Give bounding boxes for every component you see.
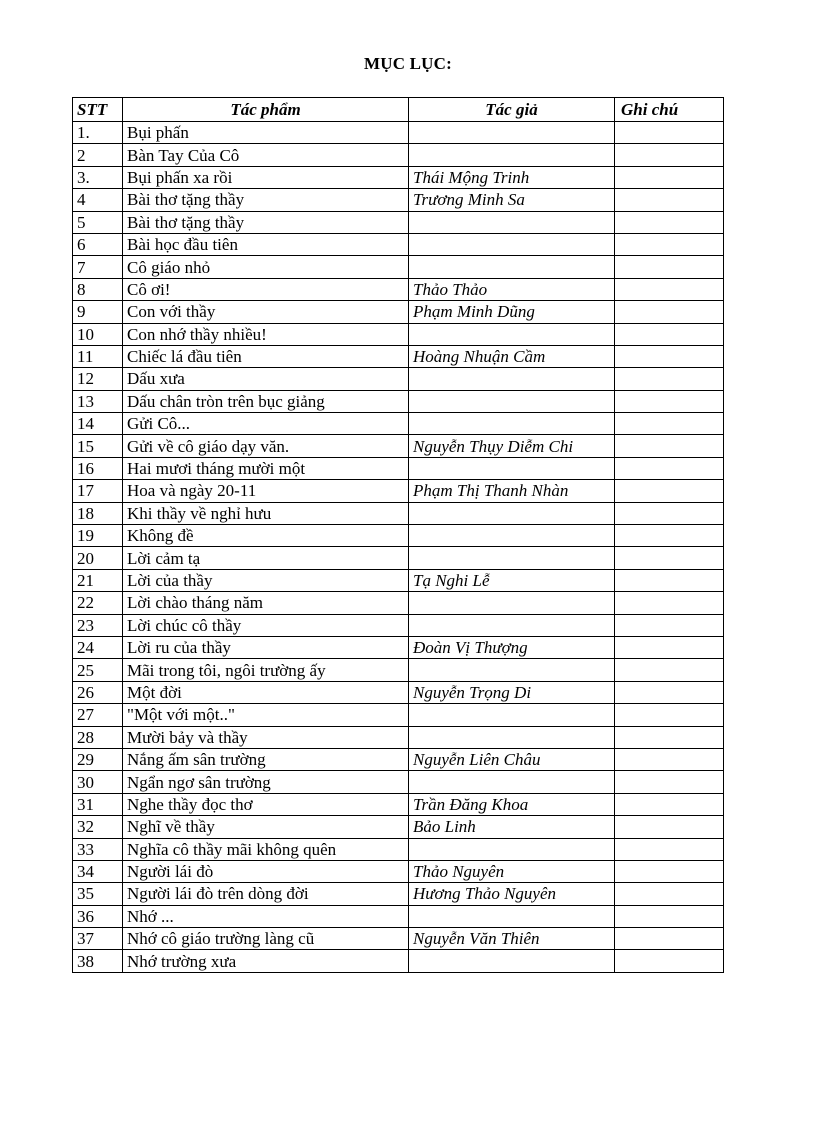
work-title: Mười bảy và thầy: [123, 726, 409, 748]
table-row: [73, 368, 724, 390]
table-row: [73, 547, 724, 569]
work-title: Con với thầy: [123, 301, 409, 323]
note-cell: [615, 838, 724, 860]
row-number: 20: [73, 547, 123, 569]
table-row: [73, 816, 724, 838]
table-row: [73, 256, 724, 278]
author-name: [409, 144, 615, 166]
note-cell: [615, 457, 724, 479]
author-name: Phạm Minh Dũng: [409, 301, 615, 323]
work-title: Dấu chân tròn trên bục giảng: [123, 390, 409, 412]
author-name: Nguyễn Văn Thiên: [409, 928, 615, 950]
note-cell: [615, 592, 724, 614]
row-number: 27: [73, 704, 123, 726]
note-cell: [615, 636, 724, 658]
header-author: Tác giả: [409, 98, 615, 122]
work-title: Lời của thầy: [123, 569, 409, 591]
row-number: 21: [73, 569, 123, 591]
work-title: Chiếc lá đầu tiên: [123, 345, 409, 367]
note-cell: [615, 368, 724, 390]
table-row: [73, 435, 724, 457]
row-number: 4: [73, 189, 123, 211]
author-name: [409, 211, 615, 233]
work-title: Hai mươi tháng mười một: [123, 457, 409, 479]
table-row: [73, 122, 724, 144]
note-cell: [615, 301, 724, 323]
note-cell: [615, 860, 724, 882]
table-header-row: [73, 98, 724, 122]
author-name: [409, 905, 615, 927]
note-cell: [615, 726, 724, 748]
work-title: Lời chúc cô thầy: [123, 614, 409, 636]
row-number: 38: [73, 950, 123, 972]
row-number: 8: [73, 278, 123, 300]
note-cell: [615, 166, 724, 188]
row-number: 15: [73, 435, 123, 457]
row-number: 36: [73, 905, 123, 927]
author-name: [409, 390, 615, 412]
author-name: [409, 547, 615, 569]
note-cell: [615, 681, 724, 703]
row-number: 30: [73, 771, 123, 793]
work-title: Nắng ấm sân trường: [123, 748, 409, 770]
note-cell: [615, 704, 724, 726]
work-title: Nghe thầy đọc thơ: [123, 793, 409, 815]
work-title: Không đề: [123, 525, 409, 547]
work-title: Lời chào tháng năm: [123, 592, 409, 614]
note-cell: [615, 256, 724, 278]
work-title: Người lái đò trên dòng đời: [123, 883, 409, 905]
author-name: [409, 525, 615, 547]
author-name: [409, 323, 615, 345]
row-number: 31: [73, 793, 123, 815]
row-number: 12: [73, 368, 123, 390]
table-row: [73, 457, 724, 479]
author-name: Trần Đăng Khoa: [409, 793, 615, 815]
note-cell: [615, 390, 724, 412]
note-cell: [615, 928, 724, 950]
work-title: Bài học đầu tiên: [123, 233, 409, 255]
work-title: Ngẩn ngơ sân trường: [123, 771, 409, 793]
row-number: 17: [73, 480, 123, 502]
author-name: Thảo Thảo: [409, 278, 615, 300]
row-number: 3.: [73, 166, 123, 188]
note-cell: [615, 793, 724, 815]
row-number: 24: [73, 636, 123, 658]
row-number: 1.: [73, 122, 123, 144]
note-cell: [615, 816, 724, 838]
table-row: [73, 928, 724, 950]
work-title: Lời ru của thầy: [123, 636, 409, 658]
table-row: [73, 525, 724, 547]
table-row: [73, 166, 724, 188]
author-name: Hương Thảo Nguyên: [409, 883, 615, 905]
author-name: [409, 950, 615, 972]
table-row: [73, 726, 724, 748]
table-of-contents: [72, 97, 724, 973]
row-number: 23: [73, 614, 123, 636]
note-cell: [615, 278, 724, 300]
table-row: [73, 413, 724, 435]
note-cell: [615, 211, 724, 233]
row-number: 7: [73, 256, 123, 278]
author-name: Nguyễn Thụy Diễm Chi: [409, 435, 615, 457]
table-row: [73, 905, 724, 927]
work-title: Một đời: [123, 681, 409, 703]
note-cell: [615, 502, 724, 524]
note-cell: [615, 480, 724, 502]
page-title: MỤC LỤC:: [363, 54, 452, 73]
note-cell: [615, 883, 724, 905]
work-title: Nghĩa cô thầy mãi không quên: [123, 838, 409, 860]
note-cell: [615, 525, 724, 547]
header-note: Ghi chú: [615, 98, 724, 122]
author-name: Tạ Nghi Lễ: [409, 569, 615, 591]
table-row: [73, 480, 724, 502]
work-title: Người lái đò: [123, 860, 409, 882]
row-number: 26: [73, 681, 123, 703]
author-name: [409, 614, 615, 636]
note-cell: [615, 547, 724, 569]
table-row: [73, 950, 724, 972]
author-name: [409, 413, 615, 435]
note-cell: [615, 323, 724, 345]
table-row: [73, 614, 724, 636]
note-cell: [615, 435, 724, 457]
note-cell: [615, 233, 724, 255]
table-row: [73, 860, 724, 882]
author-name: Thái Mộng Trinh: [409, 166, 615, 188]
header-stt: STT: [73, 98, 123, 122]
work-title: Gửi về cô giáo dạy văn.: [123, 435, 409, 457]
author-name: Phạm Thị Thanh Nhàn: [409, 480, 615, 502]
author-name: [409, 726, 615, 748]
table-row: [73, 301, 724, 323]
author-name: [409, 704, 615, 726]
note-cell: [615, 144, 724, 166]
work-title: Cô ơi!: [123, 278, 409, 300]
author-name: [409, 256, 615, 278]
author-name: Nguyễn Liên Châu: [409, 748, 615, 770]
note-cell: [615, 189, 724, 211]
table-body: [73, 122, 724, 973]
note-cell: [615, 771, 724, 793]
work-title: Bụi phấn xa rồi: [123, 166, 409, 188]
note-cell: [615, 659, 724, 681]
note-cell: [615, 614, 724, 636]
table-row: [73, 323, 724, 345]
work-title: Dấu xưa: [123, 368, 409, 390]
row-number: 9: [73, 301, 123, 323]
table-row: [73, 502, 724, 524]
author-name: Nguyễn Trọng Di: [409, 681, 615, 703]
row-number: 13: [73, 390, 123, 412]
row-number: 32: [73, 816, 123, 838]
author-name: Hoàng Nhuận Cầm: [409, 345, 615, 367]
row-number: 11: [73, 345, 123, 367]
row-number: 18: [73, 502, 123, 524]
table-row: [73, 390, 724, 412]
row-number: 29: [73, 748, 123, 770]
row-number: 34: [73, 860, 123, 882]
work-title: Bàn Tay Của Cô: [123, 144, 409, 166]
table-row: [73, 211, 724, 233]
row-number: 2: [73, 144, 123, 166]
note-cell: [615, 569, 724, 591]
author-name: [409, 659, 615, 681]
row-number: 14: [73, 413, 123, 435]
table-row: [73, 883, 724, 905]
author-name: [409, 592, 615, 614]
author-name: [409, 838, 615, 860]
table-row: [73, 189, 724, 211]
work-title: Nhớ cô giáo trường làng cũ: [123, 928, 409, 950]
row-number: 6: [73, 233, 123, 255]
author-name: [409, 771, 615, 793]
table-row: [73, 681, 724, 703]
table-row: [73, 793, 724, 815]
header-title: Tác phẩm: [123, 98, 409, 122]
row-number: 5: [73, 211, 123, 233]
note-cell: [615, 122, 724, 144]
author-name: [409, 502, 615, 524]
work-title: Bài thơ tặng thầy: [123, 189, 409, 211]
table-row: [73, 659, 724, 681]
table-row: [73, 771, 724, 793]
table-row: [73, 636, 724, 658]
work-title: "Một với một..": [123, 704, 409, 726]
note-cell: [615, 413, 724, 435]
work-title: Gửi Cô...: [123, 413, 409, 435]
table-row: [73, 704, 724, 726]
table-row: [73, 278, 724, 300]
row-number: 33: [73, 838, 123, 860]
work-title: Bụi phấn: [123, 122, 409, 144]
row-number: 35: [73, 883, 123, 905]
author-name: [409, 233, 615, 255]
row-number: 37: [73, 928, 123, 950]
table-row: [73, 592, 724, 614]
row-number: 16: [73, 457, 123, 479]
note-cell: [615, 950, 724, 972]
work-title: Nhớ trường xưa: [123, 950, 409, 972]
row-number: 10: [73, 323, 123, 345]
table-row: [73, 569, 724, 591]
author-name: Thảo Nguyên: [409, 860, 615, 882]
work-title: Bài thơ tặng thầy: [123, 211, 409, 233]
work-title: Nhớ ...: [123, 905, 409, 927]
row-number: 28: [73, 726, 123, 748]
table-row: [73, 144, 724, 166]
work-title: Khi thầy về nghỉ hưu: [123, 502, 409, 524]
table-row: [73, 233, 724, 255]
author-name: [409, 457, 615, 479]
table-row: [73, 345, 724, 367]
author-name: Đoàn Vị Thượng: [409, 636, 615, 658]
author-name: Bảo Linh: [409, 816, 615, 838]
table-row: [73, 838, 724, 860]
work-title: Hoa và ngày 20-11: [123, 480, 409, 502]
author-name: [409, 122, 615, 144]
row-number: 22: [73, 592, 123, 614]
table-row: [73, 748, 724, 770]
work-title: Cô giáo nhỏ: [123, 256, 409, 278]
row-number: 19: [73, 525, 123, 547]
work-title: Mãi trong tôi, ngôi trường ấy: [123, 659, 409, 681]
work-title: Con nhớ thầy nhiều!: [123, 323, 409, 345]
work-title: Nghĩ về thầy: [123, 816, 409, 838]
note-cell: [615, 748, 724, 770]
work-title: Lời cảm tạ: [123, 547, 409, 569]
note-cell: [615, 345, 724, 367]
row-number: 25: [73, 659, 123, 681]
author-name: Trương Minh Sa: [409, 189, 615, 211]
note-cell: [615, 905, 724, 927]
author-name: [409, 368, 615, 390]
